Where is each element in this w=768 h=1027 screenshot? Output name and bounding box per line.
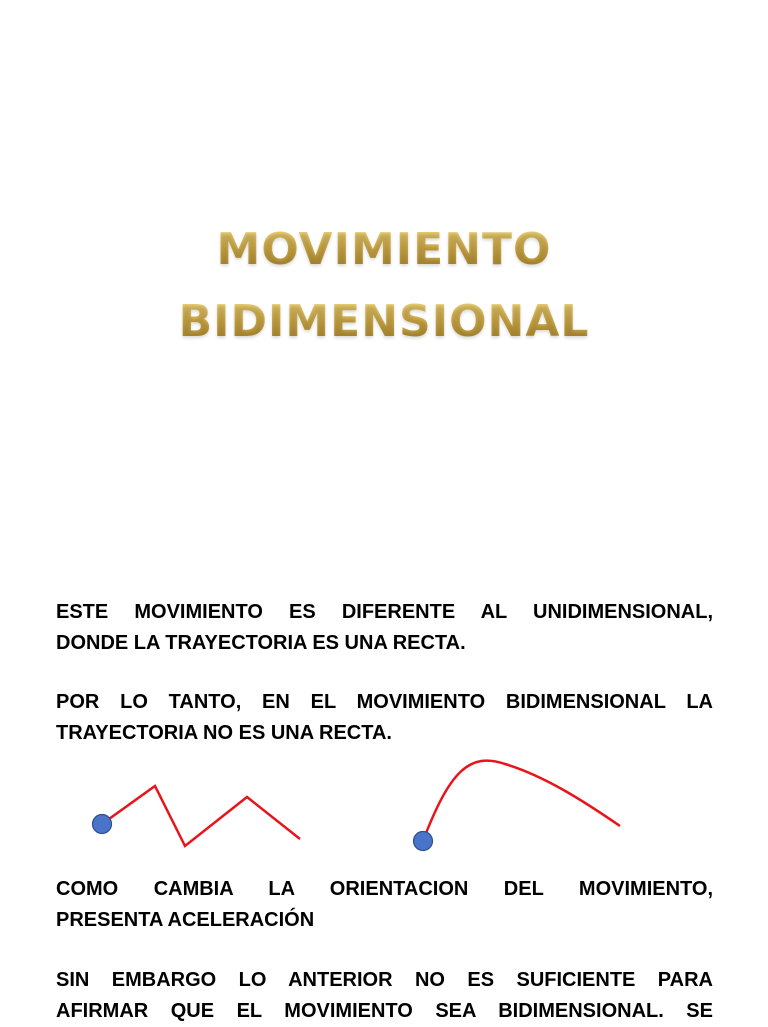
particle-zigzag bbox=[93, 815, 112, 834]
paragraph-4-line-2: AFIRMAR QUE EL MOVIMIENTO SEA BIDIMENSIONAL. SE bbox=[56, 1000, 713, 1022]
title-line-1: MOVIMIENTO bbox=[0, 224, 768, 276]
zigzag-trajectory bbox=[102, 786, 300, 846]
paragraph-1-line-1: ESTE MOVIMIENTO ES DIFERENTE AL UNIDIMENSIONAL, bbox=[56, 601, 713, 623]
paragraph-4 bbox=[56, 965, 713, 1027]
paragraph-3 bbox=[56, 874, 713, 936]
paragraph-1-line-2: DONDE LA TRAYECTORIA ES UNA RECTA. bbox=[56, 632, 466, 654]
paragraph-3-line-1: COMO CAMBIA LA ORIENTACION DEL MOVIMIENTO, bbox=[56, 878, 713, 900]
title-line-2: BIDIMENSIONAL bbox=[0, 296, 768, 348]
particle-curve bbox=[414, 832, 433, 851]
paragraph-4-line-1: SIN EMBARGO LO ANTERIOR NO ES SUFICIENTE PARA bbox=[56, 969, 713, 991]
paragraph-2-line-2: TRAYECTORIA NO ES UNA RECTA. bbox=[56, 722, 392, 744]
paragraph-1 bbox=[56, 597, 713, 659]
paragraph-2-line-1: POR LO TANTO, EN EL MOVIMIENTO BIDIMENSIONAL LA bbox=[56, 691, 713, 713]
curved-trajectory bbox=[423, 761, 620, 841]
paragraph-3-line-2: PRESENTA ACELERACIÓN bbox=[56, 909, 315, 931]
trajectory-diagram bbox=[0, 740, 768, 870]
